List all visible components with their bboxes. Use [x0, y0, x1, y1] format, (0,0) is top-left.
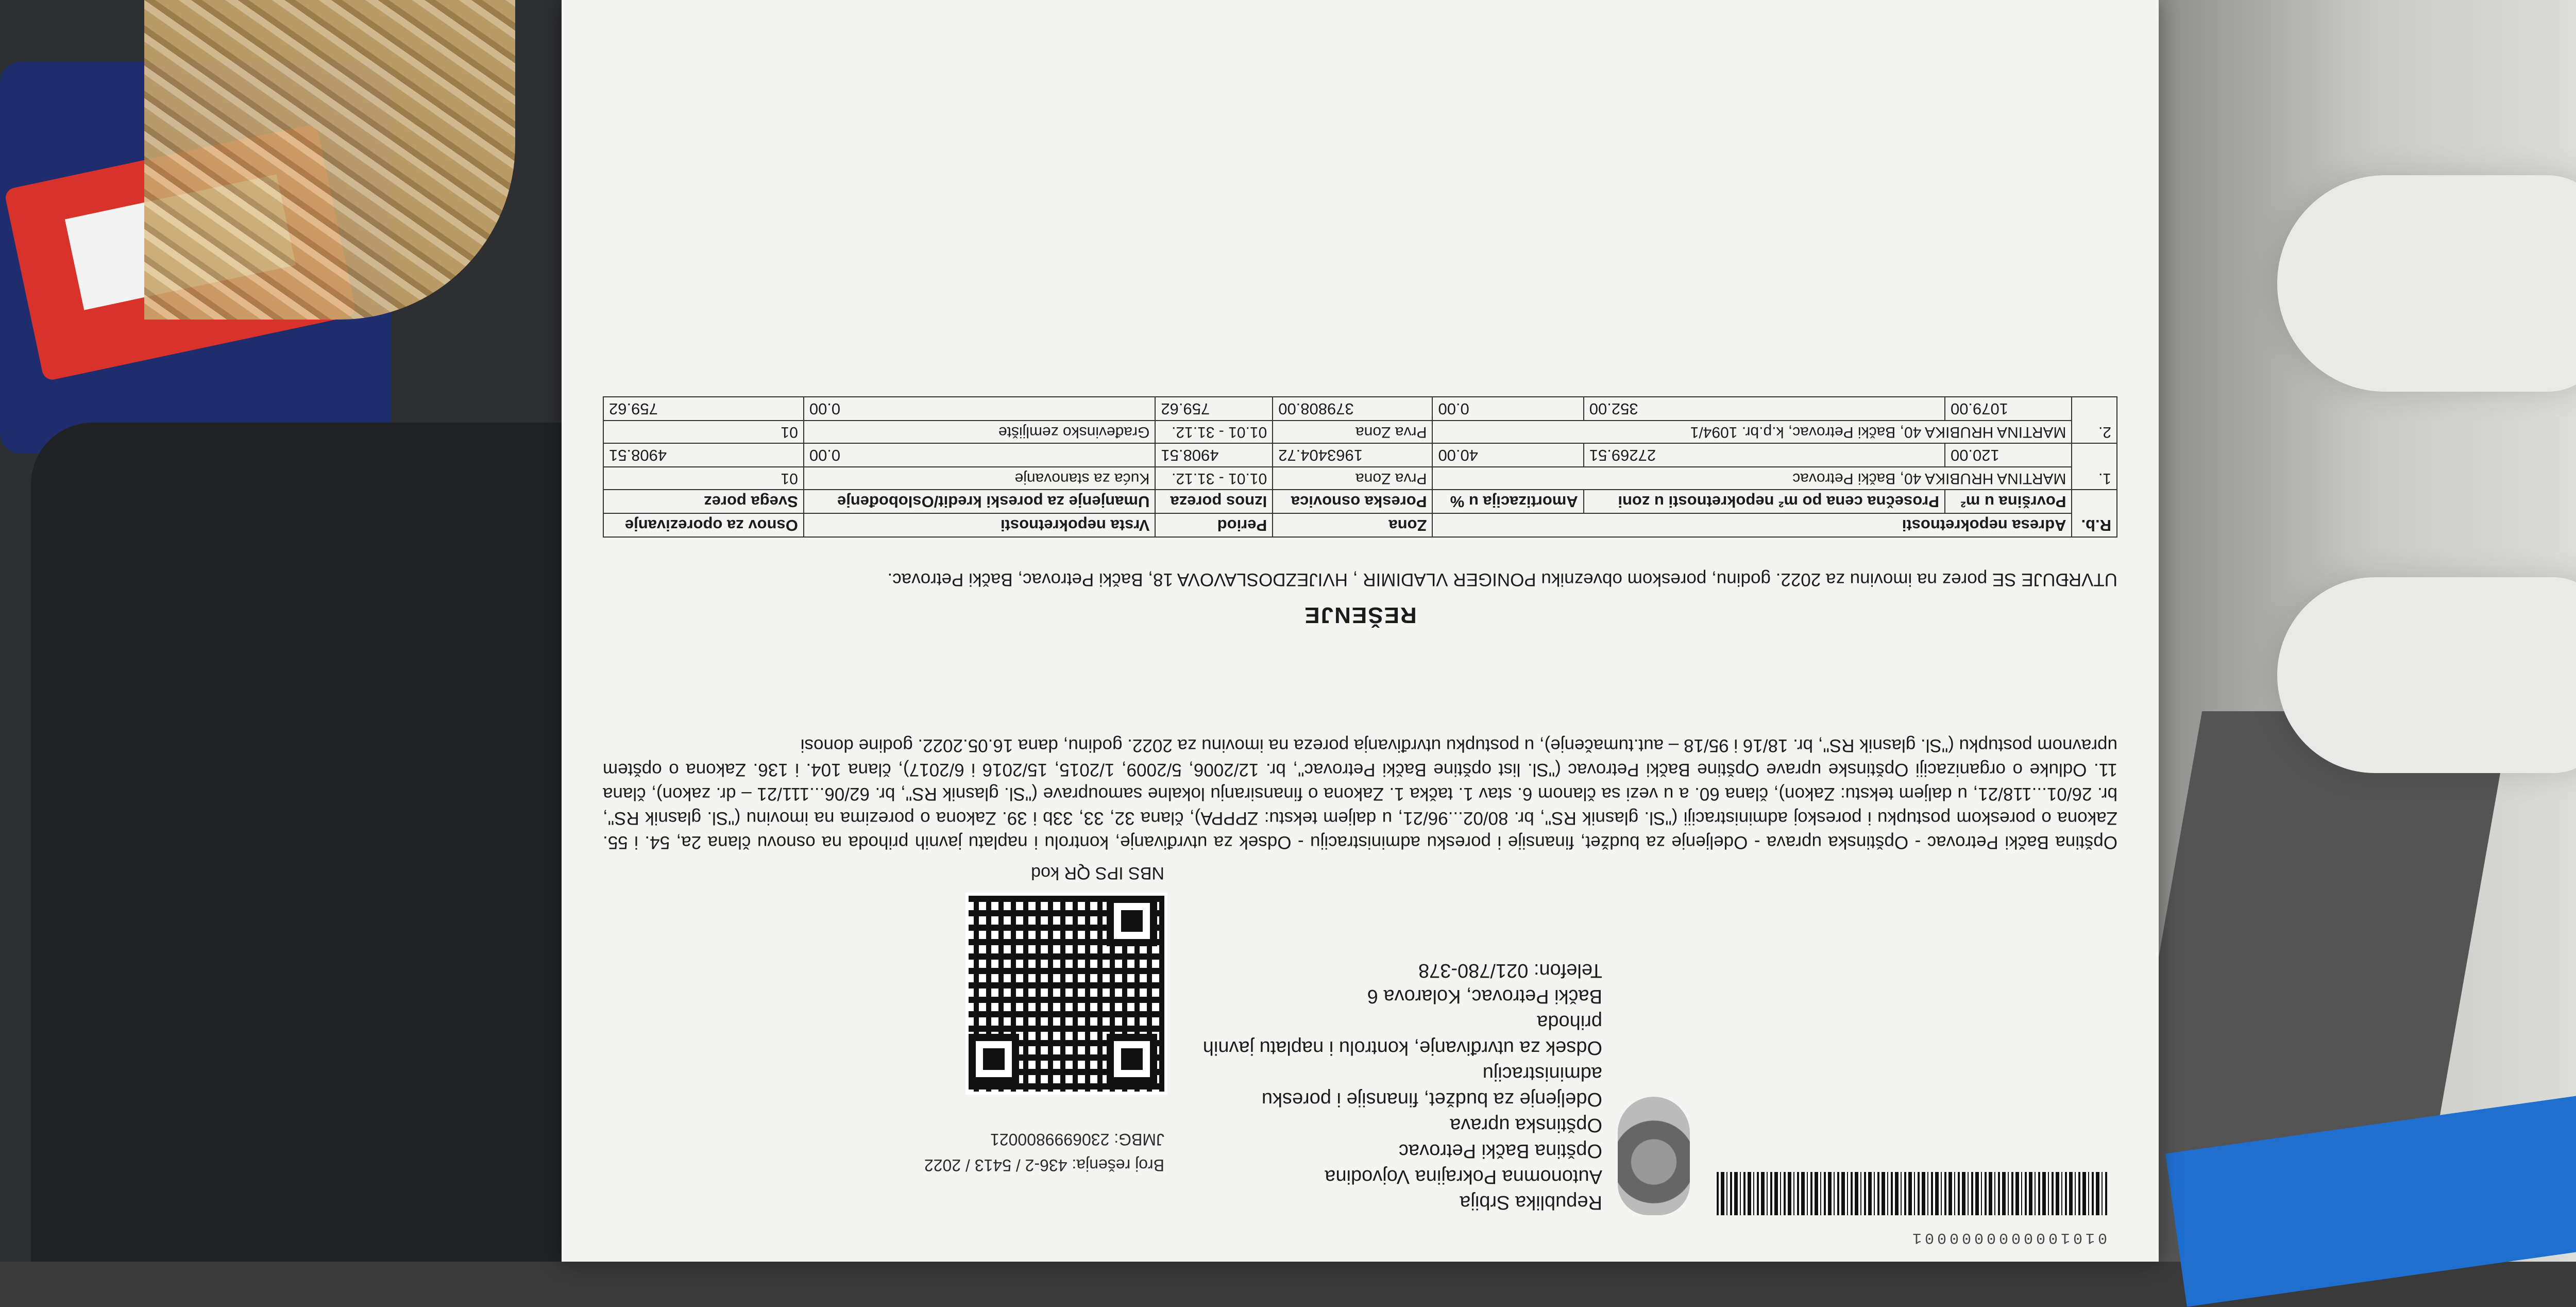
- authority-line: Opština Bački Petrovac: [1399, 1140, 1602, 1162]
- authority-line: Autonomna Pokrajina Vojvodina: [1325, 1166, 1602, 1187]
- background-black-bag: [31, 423, 577, 1262]
- area-cell: 120.00: [1945, 443, 2072, 467]
- table-header-row: [603, 490, 2117, 513]
- table-row: [603, 467, 2117, 490]
- document-title: REŠENJE: [1303, 602, 1417, 628]
- authority-line: Opštinska uprava: [1450, 1114, 1602, 1136]
- tax-basis-code-cell: 01: [603, 421, 804, 443]
- barcode-digits: 0101000000000001: [1909, 1229, 2107, 1246]
- tax-decision-document: [562, 0, 2159, 1262]
- tax-credit-cell: 0.00: [804, 397, 1156, 421]
- authority-line: Telefon: 021/780-378: [1418, 960, 1602, 981]
- area-cell: 1079.00: [1945, 397, 2072, 421]
- ips-qr-code: [969, 896, 1164, 1092]
- column-header: Zona: [1273, 513, 1432, 537]
- decision-reference: [924, 1127, 1164, 1178]
- row-number: 2.: [2072, 397, 2117, 443]
- table-row: [603, 421, 2117, 443]
- column-header: Površina u m²: [1945, 490, 2072, 513]
- tax-amount-cell: 759.62: [1155, 397, 1273, 421]
- table-header-row: [603, 513, 2117, 537]
- period-cell: 01.01 - 31.12.: [1155, 421, 1273, 443]
- background-white-shoe: [2277, 175, 2576, 392]
- blank-paper-area: [603, 14, 2117, 257]
- authority-line: administraciju: [1482, 1063, 1602, 1084]
- background-wicker-basket: [144, 0, 515, 320]
- column-header: Vrsta nepokretnosti: [804, 513, 1156, 537]
- column-header: Osnov za oporezivanje: [603, 513, 804, 537]
- amortization-cell: 0.00: [1432, 397, 1583, 421]
- amortization-cell: 40.00: [1432, 443, 1583, 467]
- row-number: 1.: [2072, 443, 2117, 490]
- table-row: [603, 397, 2117, 421]
- tax-base-cell: 379808.00: [1273, 397, 1432, 421]
- jmbg-number: JMBG: 2306999800021: [990, 1130, 1164, 1149]
- column-header: Adresa nepokretnosti: [1432, 513, 2072, 537]
- column-header: Poreska osnovica: [1273, 490, 1432, 513]
- column-header: Prosečna cena po m² nepokretnosti u zoni: [1584, 490, 1945, 513]
- tax-amount-cell: 4908.51: [1155, 443, 1273, 467]
- qr-caption: NBS IPS QR kod: [1031, 863, 1164, 883]
- property-type-cell: Kuća za stanovanje: [804, 467, 1156, 490]
- authority-line: Republika Srbija: [1460, 1192, 1602, 1213]
- property-address: MARTINA HRUBIKA 40, Bački Petrovac, k.p.br. 1094/1: [1432, 421, 2072, 443]
- zone-cell: Prva Zona: [1273, 467, 1432, 490]
- total-tax-cell: 4908.51: [603, 443, 804, 467]
- coat-of-arms-icon: [1618, 1097, 1690, 1215]
- column-header: Umanjenje za poreski kredit/Oslobođenje: [804, 490, 1156, 513]
- authority-line: Odsek za utvrđivanje, kontrolu i naplatu javnih: [1202, 1037, 1602, 1059]
- avg-price-cell: 352.00: [1584, 397, 1945, 421]
- column-header: Amortizacija u %: [1432, 490, 1583, 513]
- avg-price-cell: 27269.51: [1584, 443, 1945, 467]
- column-header: Period: [1155, 513, 1273, 537]
- property-tax-table: [603, 396, 2117, 538]
- barcode-image: [1716, 1172, 2107, 1215]
- decision-number: Broj rešenja: 436-2 / 5413 / 2022: [924, 1156, 1164, 1175]
- column-header: Iznos poreza: [1155, 490, 1273, 513]
- property-type-cell: Građevinsko zemljište: [804, 421, 1156, 443]
- authority-line: Bački Petrovac, Kolarova 6: [1367, 985, 1602, 1007]
- column-header: R.b.: [2072, 490, 2117, 537]
- property-address: MARTINA HRUBIKA 40, Bački Petrovac: [1432, 467, 2072, 490]
- background-white-shoe: [2277, 577, 2576, 773]
- tax-basis-code-cell: 01: [603, 467, 804, 490]
- period-cell: 01.01 - 31.12.: [1155, 467, 1273, 490]
- document-header: [603, 863, 2117, 1226]
- total-tax-cell: 759.62: [603, 397, 804, 421]
- authority-line: prihoda: [1537, 1011, 1602, 1033]
- tax-base-cell: 1963404.72: [1273, 443, 1432, 467]
- authority-line: Odeljenje za budžet, finansije i poresku: [1261, 1088, 1602, 1110]
- tax-credit-cell: 0.00: [804, 443, 1156, 467]
- zone-cell: Prva Zona: [1273, 421, 1432, 443]
- table-row: [603, 443, 2117, 467]
- decision-statement: UTVRĐUJE SE porez na imovinu za 2022. godinu, poreskom obvezniku PONIGER VLADIMIR , HVIJEZDOSLAVOVA 18, Bački Petrovac, Bački Petrovac.: [887, 569, 2117, 590]
- column-header: Svega porez: [603, 490, 804, 513]
- issuing-authority: [1203, 958, 1602, 1215]
- legal-preamble: Opština Bački Petrovac - Opštinska uprava - Odeljenje za budžet, finansije i poresku administraciju - Odsek za utvrđivanje, kontrolu i naplatu javnih prihoda na osnovu člana 2a, 54. i 55. Zakona o poreskom postupku i poreskoj administraciji ("Sl. glasnik RS", br. 80/02...96/21, u daljem tekstu: ZPPPA), člana 32, 33, 33b i 39. Zakona o porezima na imovinu ("Sl. glasnik RS", br. 26/01...118/21, u daljem tekstu: Zakon), člana 60. a u vezi sa članom 6. stav 1. tačka 1. Zakona o finansiranju lokalne samouprave ("Sl. glasnik RS", br. 62/06...111/21 – dr. zakon), člana 11. Odluke o organizaciji Opštinske uprave Opštine Bački Petrovac ("Sl. list opštine Bački Petrovac", br. 12/2006, 5/2009, 1/2015, 15/2016 i 6/2017), člana 104. i 136. Zakona o opštem upravnom postupku ("Sl. glasnik RS", br. 18/16 i 95/18 – aut.tumačenje), u postupku utvrđivanja poreza na imovinu za 2022. godinu, dana 16.05.2022. godine donosi: [603, 735, 2117, 852]
